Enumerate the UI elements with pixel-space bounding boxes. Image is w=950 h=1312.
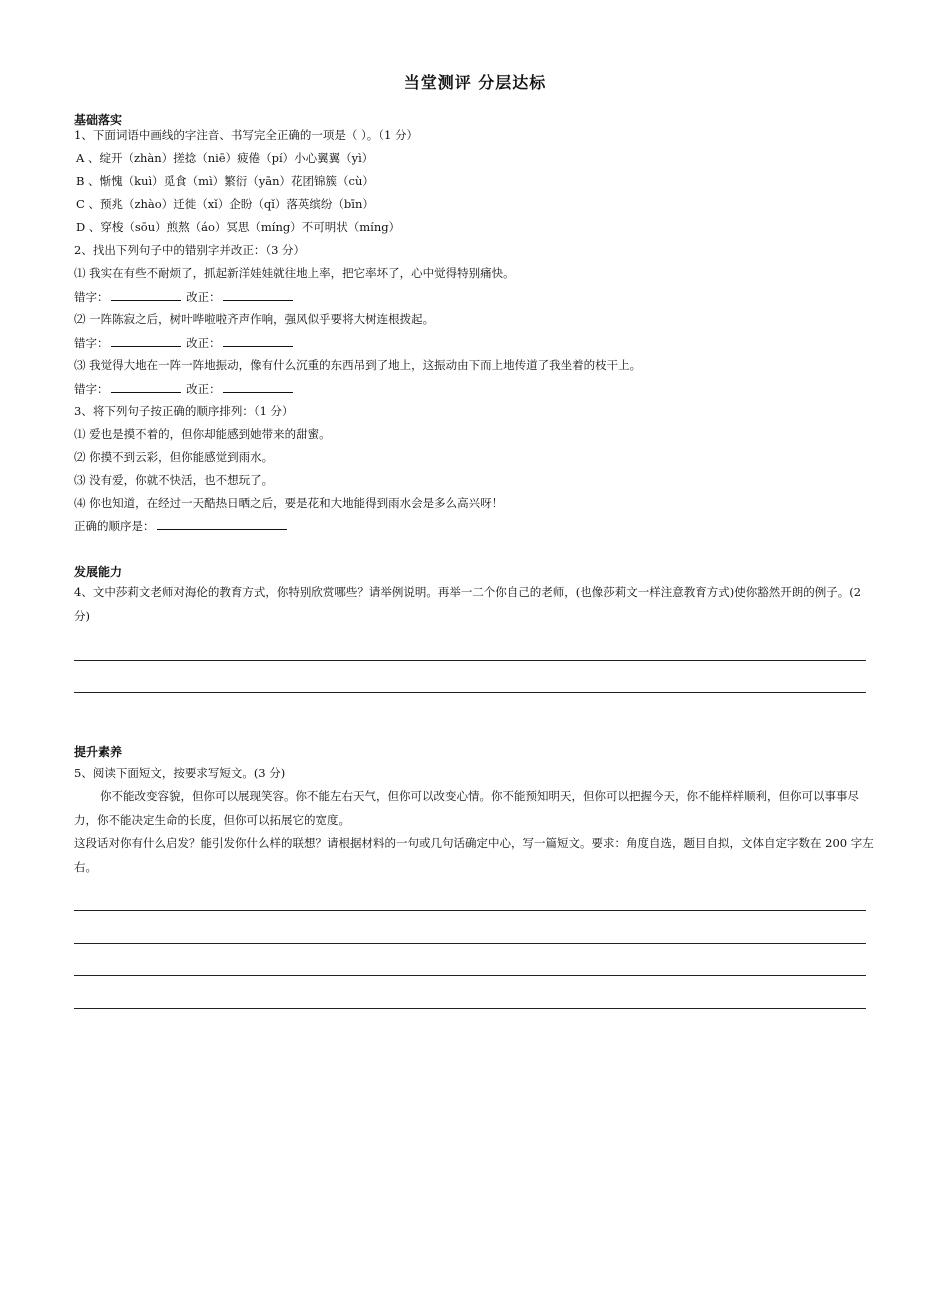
q1-option-b: B 、惭愧（kuì）觅食（mì）繁衍（yān）花团锦簇（cù） [76, 174, 374, 188]
q1-option-c: C 、预兆（zhào）迁徙（xǐ）企盼（qǐ）落英缤纷（bīn） [76, 197, 374, 211]
q3-answer-row [74, 517, 289, 534]
answer-line[interactable] [74, 1008, 866, 1009]
q1-option-a: A 、绽开（zhàn）搓捻（niē）疲倦（pí）小心翼翼（yì） [76, 151, 374, 165]
q5-stem: 5、阅读下面短文，按要求写短文。(3 分) [74, 766, 286, 780]
correction-blank[interactable] [223, 380, 293, 393]
page-title: 当堂测评 分层达标 [403, 73, 547, 92]
correction-blank[interactable] [223, 288, 293, 301]
wrong-char-blank[interactable] [111, 288, 181, 301]
correction-label: 改正： [186, 336, 221, 350]
q5-task: 这段话对你有什么启发？能引发你什么样的联想？请根据材料的一句或几句话确定中心，写一篇短文。要求：角度自选，题目自拟，文体自定字数在 200 字左右。 [74, 836, 874, 874]
order-label: 正确的顺序是： [74, 519, 155, 533]
wrong-char-label: 错字： [74, 382, 109, 396]
q2-answer-row-1 [74, 288, 295, 305]
q3-stem: 3、将下列句子按正确的顺序排列：（1 分） [74, 404, 294, 418]
q1-option-d: D 、穿梭（sōu）煎熬（áo）冥思（míng）不可明状（míng） [76, 220, 401, 234]
q4-text: 4、文中莎莉文老师对海伦的教育方式，你特别欣赏哪些？请举例说明。再举一二个你自己的老师，(也像莎莉文一样注意教育方式)使你豁然开朗的例子。(2 分) [74, 585, 862, 623]
q2-answer-row-3 [74, 380, 295, 397]
section-heading-basics: 基础落实 [74, 113, 123, 127]
q3-sentence-3: ⑶ 没有爱，你就不快活，也不想玩了。 [74, 473, 274, 487]
section-heading-development: 发展能力 [74, 565, 123, 579]
wrong-char-label: 错字： [74, 290, 109, 304]
answer-line[interactable] [74, 692, 866, 693]
q2-sentence-1: ⑴ 我实在有些不耐烦了，抓起新洋娃娃就往地上率，把它率坏了，心中觉得特别痛快。 [74, 266, 515, 280]
answer-line[interactable] [74, 910, 866, 911]
q1-stem: 1、下面词语中画线的字注音、书写完全正确的一项是（ ）。（1 分） [74, 128, 418, 142]
correction-blank[interactable] [223, 334, 293, 347]
q3-sentence-4: ⑷ 你也知道，在经过一天酷热日晒之后，要是花和大地能得到雨水会是多么高兴呀！ [74, 496, 504, 510]
answer-line[interactable] [74, 943, 866, 944]
wrong-char-blank[interactable] [111, 334, 181, 347]
q5-passage: 你不能改变容貌，但你可以展现笑容。你不能左右天气，但你可以改变心情。你不能预知明天，但你可以把握今天，你不能样样顺利，但你可以事事尽力，你不能决定生命的长度，但你可以拓展它的宽度。 [74, 789, 859, 827]
section-heading-literacy: 提升素养 [74, 745, 123, 759]
wrong-char-blank[interactable] [111, 380, 181, 393]
q2-sentence-3: ⑶ 我觉得大地在一阵一阵地振动，像有什么沉重的东西吊到了地上，这振动由下而上地传道了我坐着的枝干上。 [74, 358, 642, 372]
order-blank[interactable] [157, 517, 287, 530]
q3-sentence-2: ⑵ 你摸不到云彩，但你能感觉到雨水。 [74, 450, 274, 464]
q2-answer-row-2 [74, 334, 295, 351]
wrong-char-label: 错字： [74, 336, 109, 350]
q3-sentence-1: ⑴ 爱也是摸不着的，但你却能感到她带来的甜蜜。 [74, 427, 331, 441]
answer-line[interactable] [74, 975, 866, 976]
q2-sentence-2: ⑵ 一阵陈寂之后，树叶哗啦啦齐声作响，强风似乎要将大树连根拨起。 [74, 312, 435, 326]
q2-stem: 2、找出下列句子中的错别字并改正：（3 分） [74, 243, 306, 257]
correction-label: 改正： [186, 382, 221, 396]
answer-line[interactable] [74, 660, 866, 661]
correction-label: 改正： [186, 290, 221, 304]
